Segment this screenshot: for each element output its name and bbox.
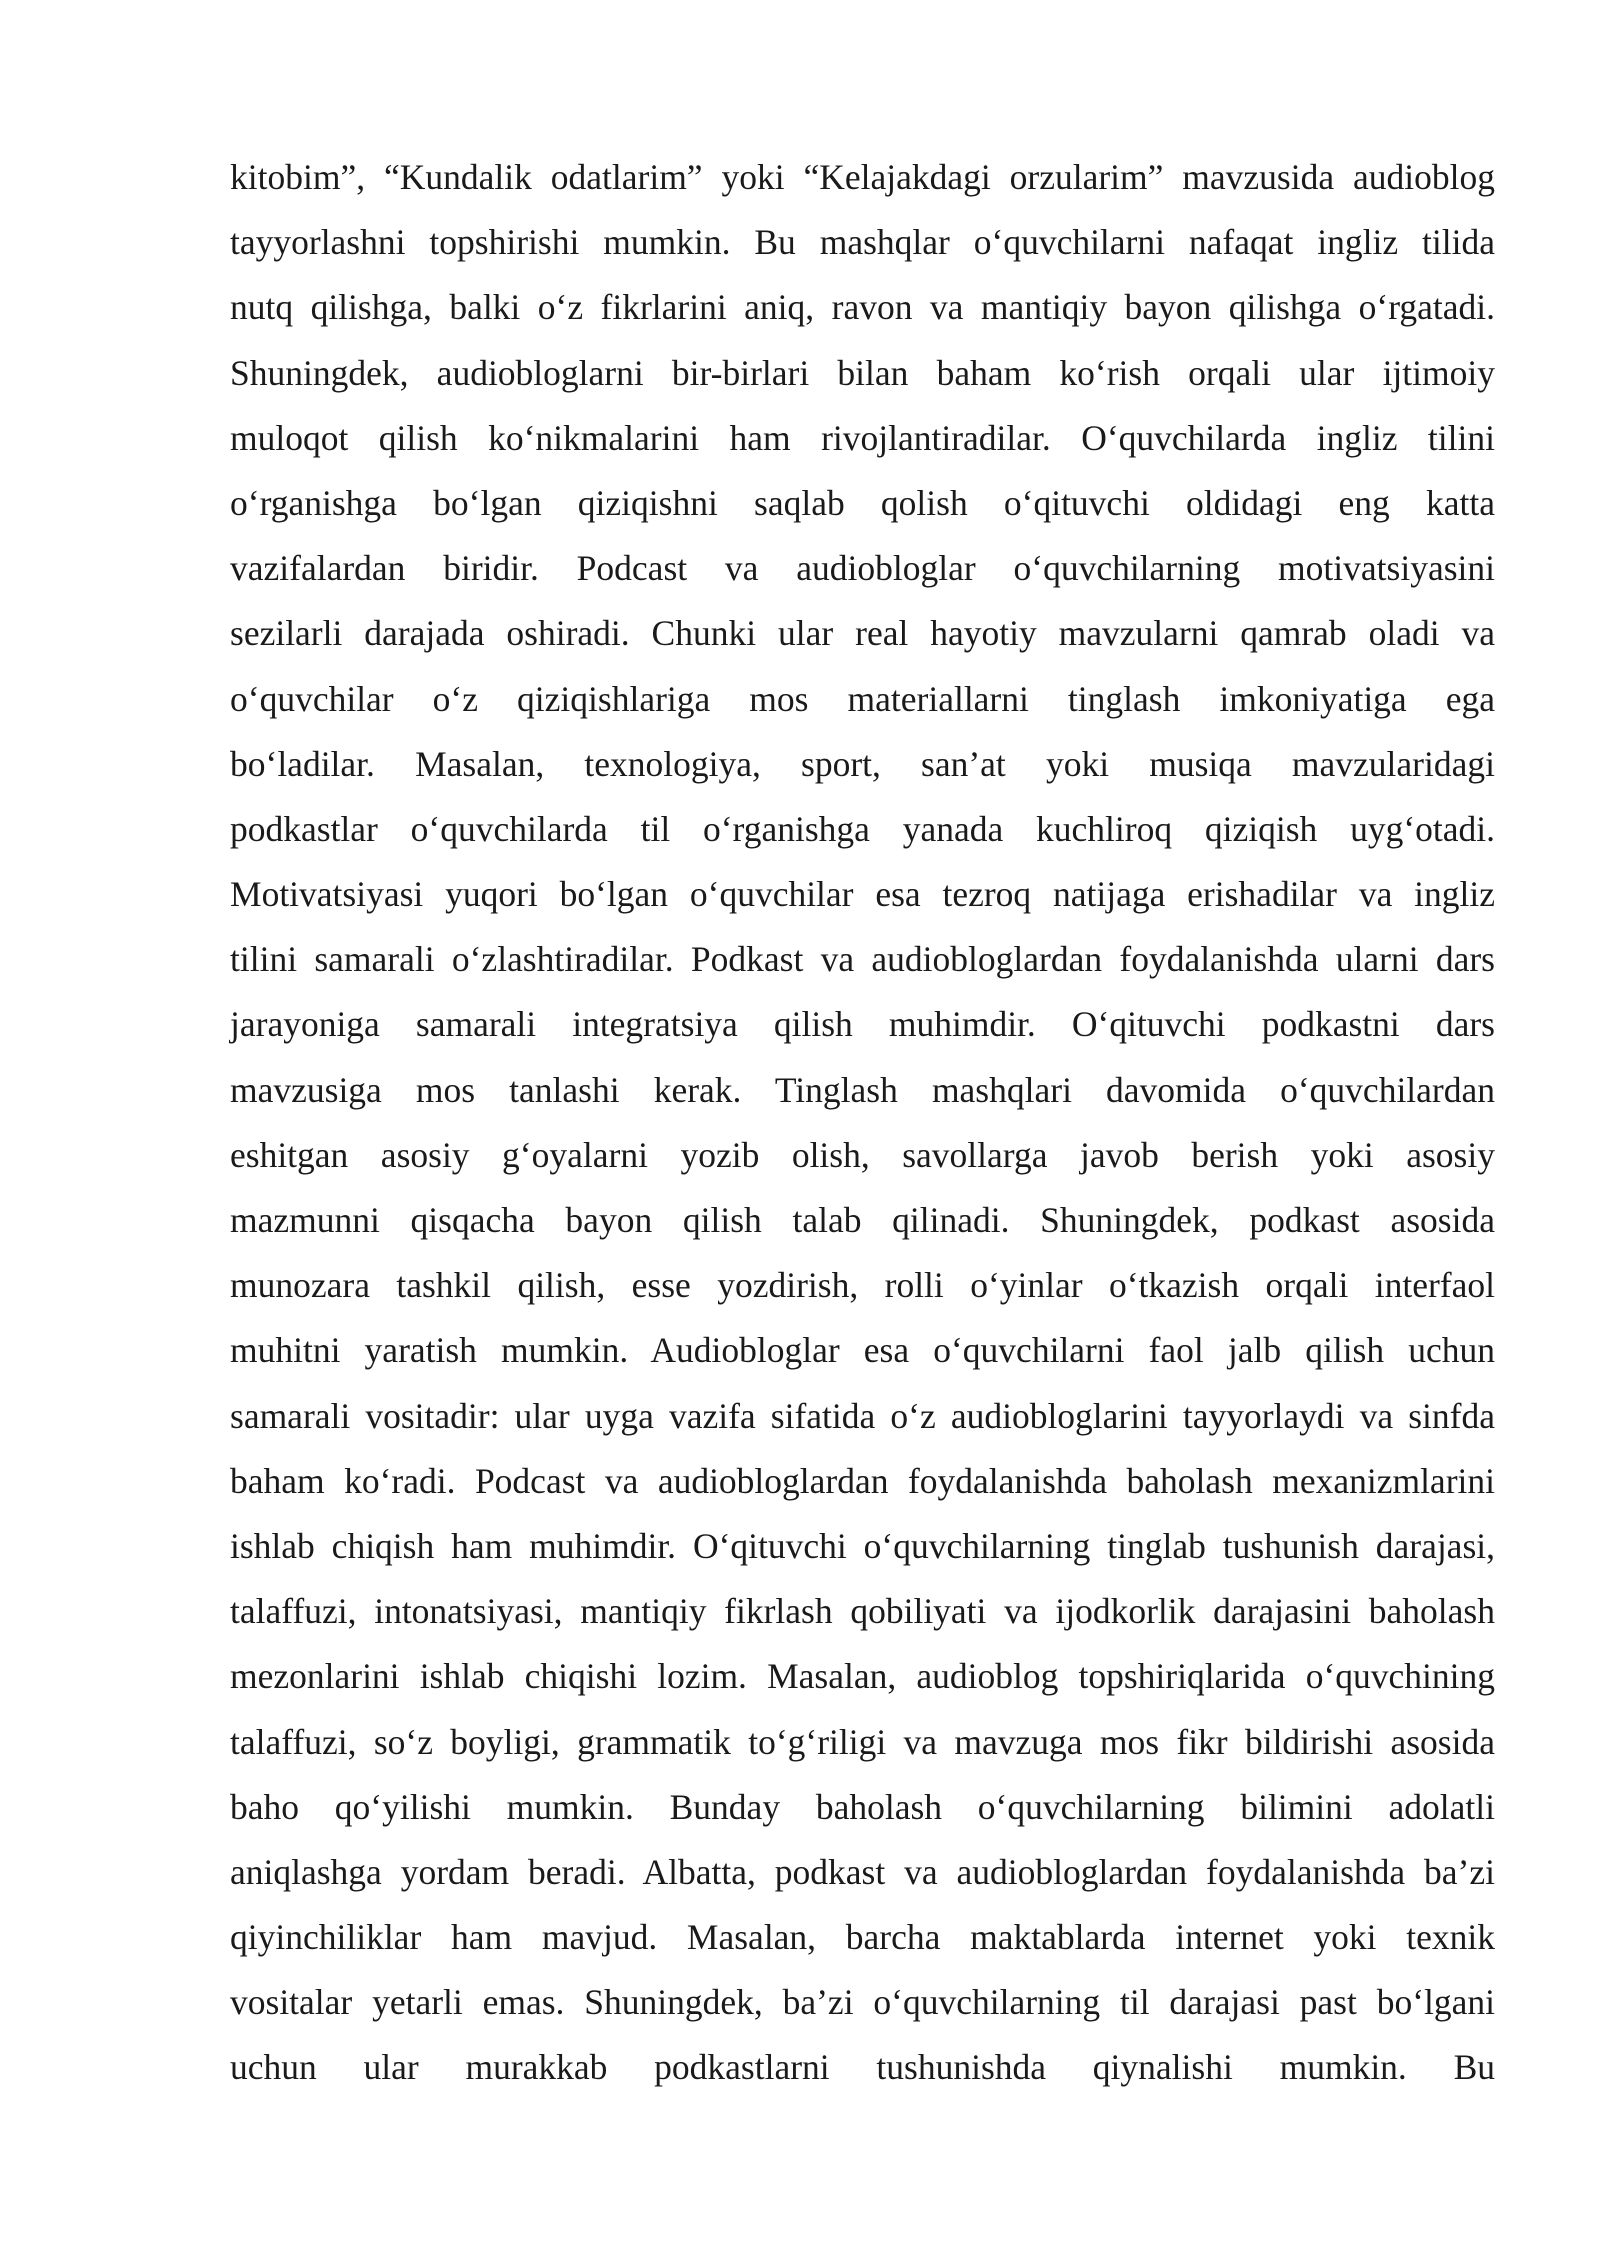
text-line: bo‘ladilar. Masalan, texnologiya, sport, san’at yoki musiqa mavzularidagi <box>230 743 1495 784</box>
text-line: vazifalardan biridir. Podcast va audiobloglar o‘quvchilarning motivatsiyasini <box>230 548 1495 589</box>
text-line: Shuningdek, audiobloglarni bir-birlari bilan baham ko‘rish orqali ular ijtimoiy <box>230 352 1495 393</box>
text-line: baham ko‘radi. Podcast va audiobloglardan foydalanishda baholash mexanizmlarini <box>230 1460 1495 1501</box>
text-line: tilini samarali o‘zlashtiradilar. Podkast va audiobloglardan foydalanishda ularni dars <box>230 939 1495 980</box>
text-line: muloqot qilish ko‘nikmalarini ham rivojlantiradilar. O‘quvchilarda ingliz tilini <box>230 417 1495 458</box>
text-line: eshitgan asosiy g‘oyalarni yozib olish, savollarga javob berish yoki asosiy <box>230 1134 1495 1175</box>
text-line: Motivatsiyasi yuqori bo‘lgan o‘quvchilar esa tezroq natijaga erishadilar va ingliz <box>230 874 1495 915</box>
text-line: kitobim”, “Kundalik odatlarim” yoki “Kelajakdagi orzularim” mavzusida audioblog <box>230 157 1495 197</box>
text-line: mavzusiga mos tanlashi kerak. Tinglash mashqlari davomida o‘quvchilardan <box>230 1069 1495 1110</box>
text-line: jarayoniga samarali integratsiya qilish muhimdir. O‘qituvchi podkastni dars <box>230 1004 1495 1045</box>
text-line: qiyinchiliklar ham mavjud. Masalan, barcha maktablarda internet yoki texnik <box>230 1917 1495 1958</box>
text-line: talaffuzi, intonatsiyasi, mantiqiy fikrlash qobiliyati va ijodkorlik darajasini baholash <box>230 1591 1495 1632</box>
text-line: nutq qilishga, balki o‘z fikrlarini aniq, ravon va mantiqiy bayon qilishga o‘rgatadi. <box>230 287 1495 328</box>
body-paragraph <box>230 145 1495 2101</box>
text-line: podkastlar o‘quvchilarda til o‘rganishga yanada kuchliroq qiziqish uyg‘otadi. <box>230 808 1495 849</box>
text-line: baho qo‘yilishi mumkin. Bunday baholash o‘quvchilarning bilimini adolatli <box>230 1786 1495 1827</box>
text-line: o‘quvchilar o‘z qiziqishlariga mos materiallarni tinglash imkoniyatiga ega <box>230 678 1495 719</box>
text-line: munozara tashkil qilish, esse yozdirish, rolli o‘yinlar o‘tkazish orqali interfaol <box>230 1265 1495 1306</box>
text-line: sezilarli darajada oshiradi. Chunki ular real hayotiy mavzularni qamrab oladi va <box>230 613 1495 654</box>
text-line: muhitni yaratish mumkin. Audiobloglar esa o‘quvchilarni faol jalb qilish uchun <box>230 1330 1495 1371</box>
text-line: mezonlarini ishlab chiqishi lozim. Masalan, audioblog topshiriqlarida o‘quvchining <box>230 1656 1495 1697</box>
text-line: mazmunni qisqacha bayon qilish talab qilinadi. Shuningdek, podkast asosida <box>230 1200 1495 1240</box>
text-line: talaffuzi, so‘z boyligi, grammatik to‘g‘riligi va mavzuga mos fikr bildirishi asosida <box>230 1721 1495 1762</box>
text-line: uchun ular murakkab podkastlarni tushunishda qiynalishi mumkin. Bu <box>230 2047 1495 2088</box>
text-line: aniqlashga yordam beradi. Albatta, podkast va audiobloglardan foydalanishda ba’zi <box>230 1851 1495 1892</box>
text-line: o‘rganishga bo‘lgan qiziqishni saqlab qolish o‘qituvchi oldidagi eng katta <box>230 482 1495 523</box>
text-line: vositalar yetarli emas. Shuningdek, ba’zi o‘quvchilarning til darajasi past bo‘lgani <box>230 1982 1495 2023</box>
text-line: tayyorlashni topshirishi mumkin. Bu mashqlar o‘quvchilarni nafaqat ingliz tilida <box>230 222 1495 263</box>
text-line: ishlab chiqish ham muhimdir. O‘qituvchi o‘quvchilarning tinglab tushunish darajasi, <box>230 1525 1495 1566</box>
text-line: samarali vositadir: ular uyga vazifa sifatida o‘z audiobloglarini tayyorlaydi va sinfda <box>230 1395 1495 1436</box>
